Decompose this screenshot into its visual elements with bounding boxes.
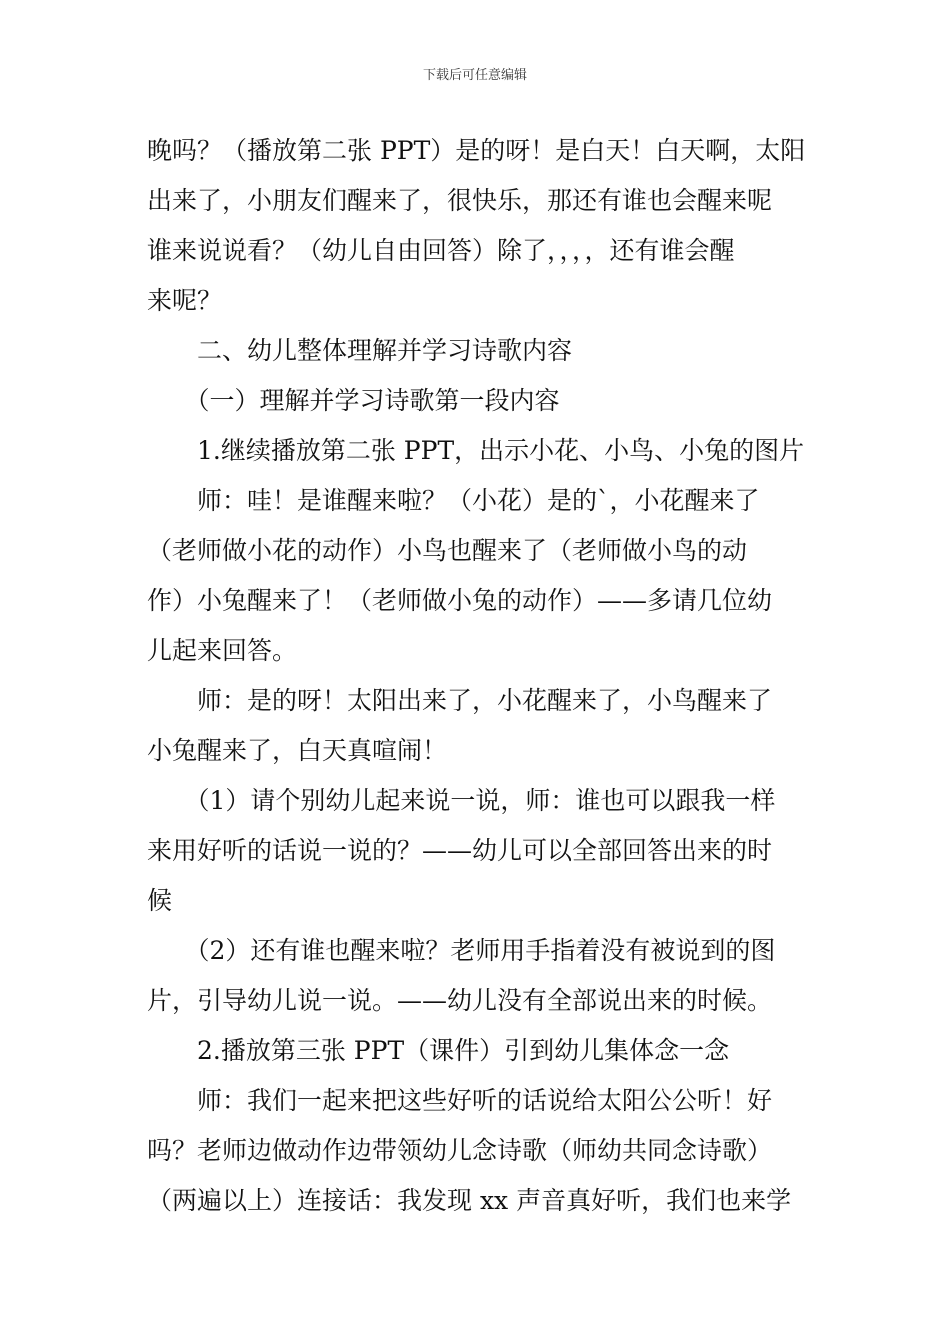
text-line: 2.播放第三张 PPT（课件）引到幼儿集体念一念	[147, 1036, 730, 1065]
text-line: 小兔醒来了，白天真喧闹！	[147, 736, 448, 765]
document-body	[147, 126, 815, 1226]
text-line: 来用好听的话说一说的？——幼儿可以全部回答出来的时	[147, 836, 773, 865]
text-line: 儿起来回答。	[147, 636, 298, 665]
text-line: （两遍以上）连接话：我发现 xx 声音真好听，我们也来学	[147, 1186, 792, 1215]
text-line: 来呢？	[147, 286, 223, 315]
text-line: 吗？老师边做动作边带领幼儿念诗歌（师幼共同念诗歌）	[147, 1136, 773, 1165]
text-line: 片，引导幼儿说一说。——幼儿没有全部说出来的时候。	[147, 986, 773, 1015]
text-line: （1）请个别幼儿起来说一说，师：谁也可以跟我一样	[147, 786, 776, 815]
text-line: 谁来说说看？（幼儿自由回答）除了，，，，还有谁会醒	[147, 236, 735, 265]
text-line: 1.继续播放第二张 PPT，出示小花、小鸟、小兔的图片	[147, 436, 805, 465]
text-line: 晚吗？（播放第二张 PPT）是的呀！是白天！白天啊，太阳	[147, 136, 806, 165]
subsection-heading: （一）理解并学习诗歌第一段内容	[147, 386, 560, 415]
text-line: （2）还有谁也醒来啦？老师用手指着没有被说到的图	[147, 936, 776, 965]
text-line: 师：哇！是谁醒来啦？（小花）是的`，小花醒来了	[147, 486, 760, 515]
text-line: 师：我们一起来把这些好听的话说给太阳公公听！好	[147, 1086, 773, 1115]
text-line: 出来了，小朋友们醒来了，很快乐，那还有谁也会醒来呢	[147, 186, 773, 215]
text-line: 作）小兔醒来了！（老师做小兔的动作）——多请几位幼	[147, 586, 773, 615]
text-line: 师：是的呀！太阳出来了，小花醒来了，小鸟醒来了	[147, 686, 773, 715]
page-header: 下载后可任意编辑	[422, 68, 527, 83]
text-line: （老师做小花的动作）小鸟也醒来了（老师做小鸟的动	[147, 536, 748, 565]
section-heading: 二、幼儿整体理解并学习诗歌内容	[147, 336, 573, 365]
text-line: 候	[147, 886, 173, 915]
